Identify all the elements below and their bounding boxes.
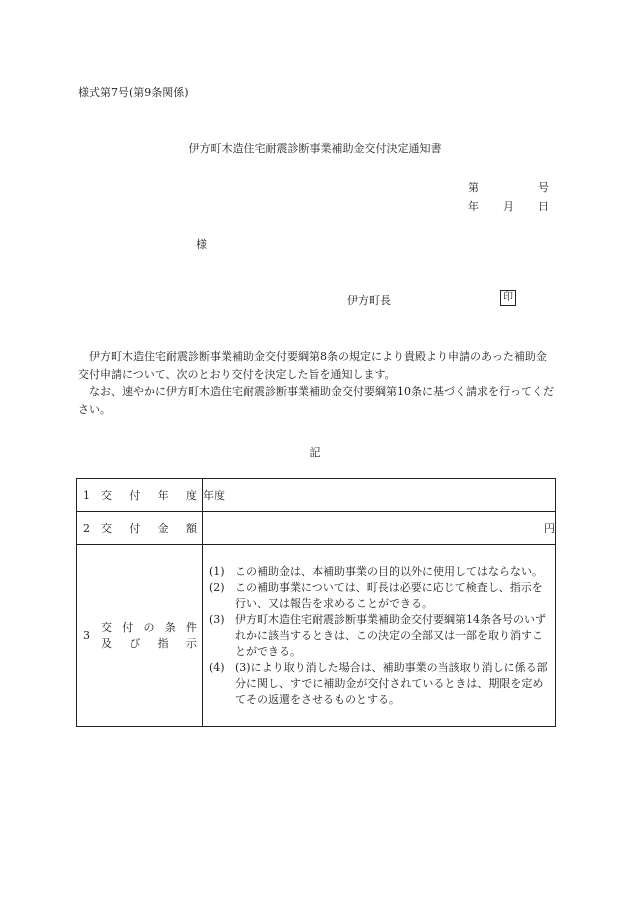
condition-text: この補助金は、本補助事業の目的以外に使用してはならない。 (235, 564, 543, 578)
list-item (209, 564, 549, 580)
label-char: び (129, 636, 141, 650)
table-row-grant-amount (77, 512, 556, 545)
table-row-fiscal-year (77, 479, 556, 512)
number-suffix: 号 (538, 181, 549, 194)
list-item (209, 580, 549, 612)
document-title: 伊方町木造住宅耐震診断事業補助金交付決定通知書 (188, 142, 442, 155)
label-char: の (143, 620, 155, 634)
recipient-honorific: 様 (196, 238, 207, 251)
form-number: 様式第7号(第9条関係) (78, 86, 189, 99)
table-label-cell (77, 479, 203, 512)
condition-marker: (1) (209, 564, 225, 578)
label-char: 金 (157, 522, 169, 535)
date-day-label: 日 (538, 200, 549, 213)
condition-text: この補助事業については、町長は必要に応じて検査し、指示を行い、又は報告を求めることができる。 (235, 580, 543, 610)
label-char: 付 (129, 489, 141, 502)
row-number: 1 (83, 488, 90, 502)
row-number: 3 (83, 629, 90, 642)
label-char: 交 (101, 620, 112, 634)
date-month-label: 月 (503, 200, 514, 213)
table-label-cell (77, 545, 203, 727)
condition-marker: (4) (209, 660, 225, 674)
label-char: 及 (101, 636, 112, 650)
table-label-cell (77, 512, 203, 545)
label-char: 交 (101, 522, 112, 535)
label-char: 条 (164, 620, 176, 634)
label-char: 交 (101, 489, 112, 502)
label-char: 年 (157, 489, 169, 502)
label-char: 付 (129, 522, 141, 535)
body-paragraph-2: なお、速やかに伊方町木造住宅耐震診断事業補助金交付要綱第10条に基づく請求を行ってください。 (78, 385, 554, 416)
table-row-conditions (77, 545, 556, 727)
row-number: 2 (83, 521, 90, 535)
grant-amount-value: 円 (203, 512, 556, 545)
label-char: 示 (185, 636, 197, 650)
body-text (78, 348, 554, 418)
conditions-list (203, 558, 555, 714)
list-item (209, 612, 549, 660)
fiscal-year-value: 年度 (203, 479, 556, 512)
label-char: 額 (185, 522, 197, 535)
label-char: 度 (185, 489, 197, 502)
label-char: 件 (186, 620, 197, 634)
label-char: 付 (122, 620, 134, 634)
list-item (209, 660, 549, 708)
seal-stamp: 印 (500, 290, 516, 306)
body-paragraph-1: 伊方町木造住宅耐震診断事業補助金交付要綱第8条の規定により貴殿より申請のあった補助金交付申請について、次のとおり交付を決定した旨を通知します。 (78, 350, 547, 381)
label-char: 指 (157, 636, 169, 650)
section-heading: 記 (309, 446, 321, 459)
condition-text: (3)により取り消した場合は、補助事業の当該取り消しに係る部分に関し、すでに補助金が交付されているときは、期限を定めてその返還をさせるものとする。 (235, 660, 548, 706)
condition-marker: (3) (209, 612, 225, 626)
grant-info-table (76, 478, 556, 727)
issuer-name: 伊方町長 (347, 294, 391, 307)
number-prefix: 第 (468, 181, 479, 194)
conditions-cell (203, 545, 556, 727)
condition-marker: (2) (209, 580, 225, 594)
date-year-label: 年 (468, 200, 479, 213)
condition-text: 伊方町木造住宅耐震診断事業補助金交付要綱第14条各号のいずれかに該当するときは、この決定の全部又は一部を取り消すことができる。 (235, 612, 546, 658)
